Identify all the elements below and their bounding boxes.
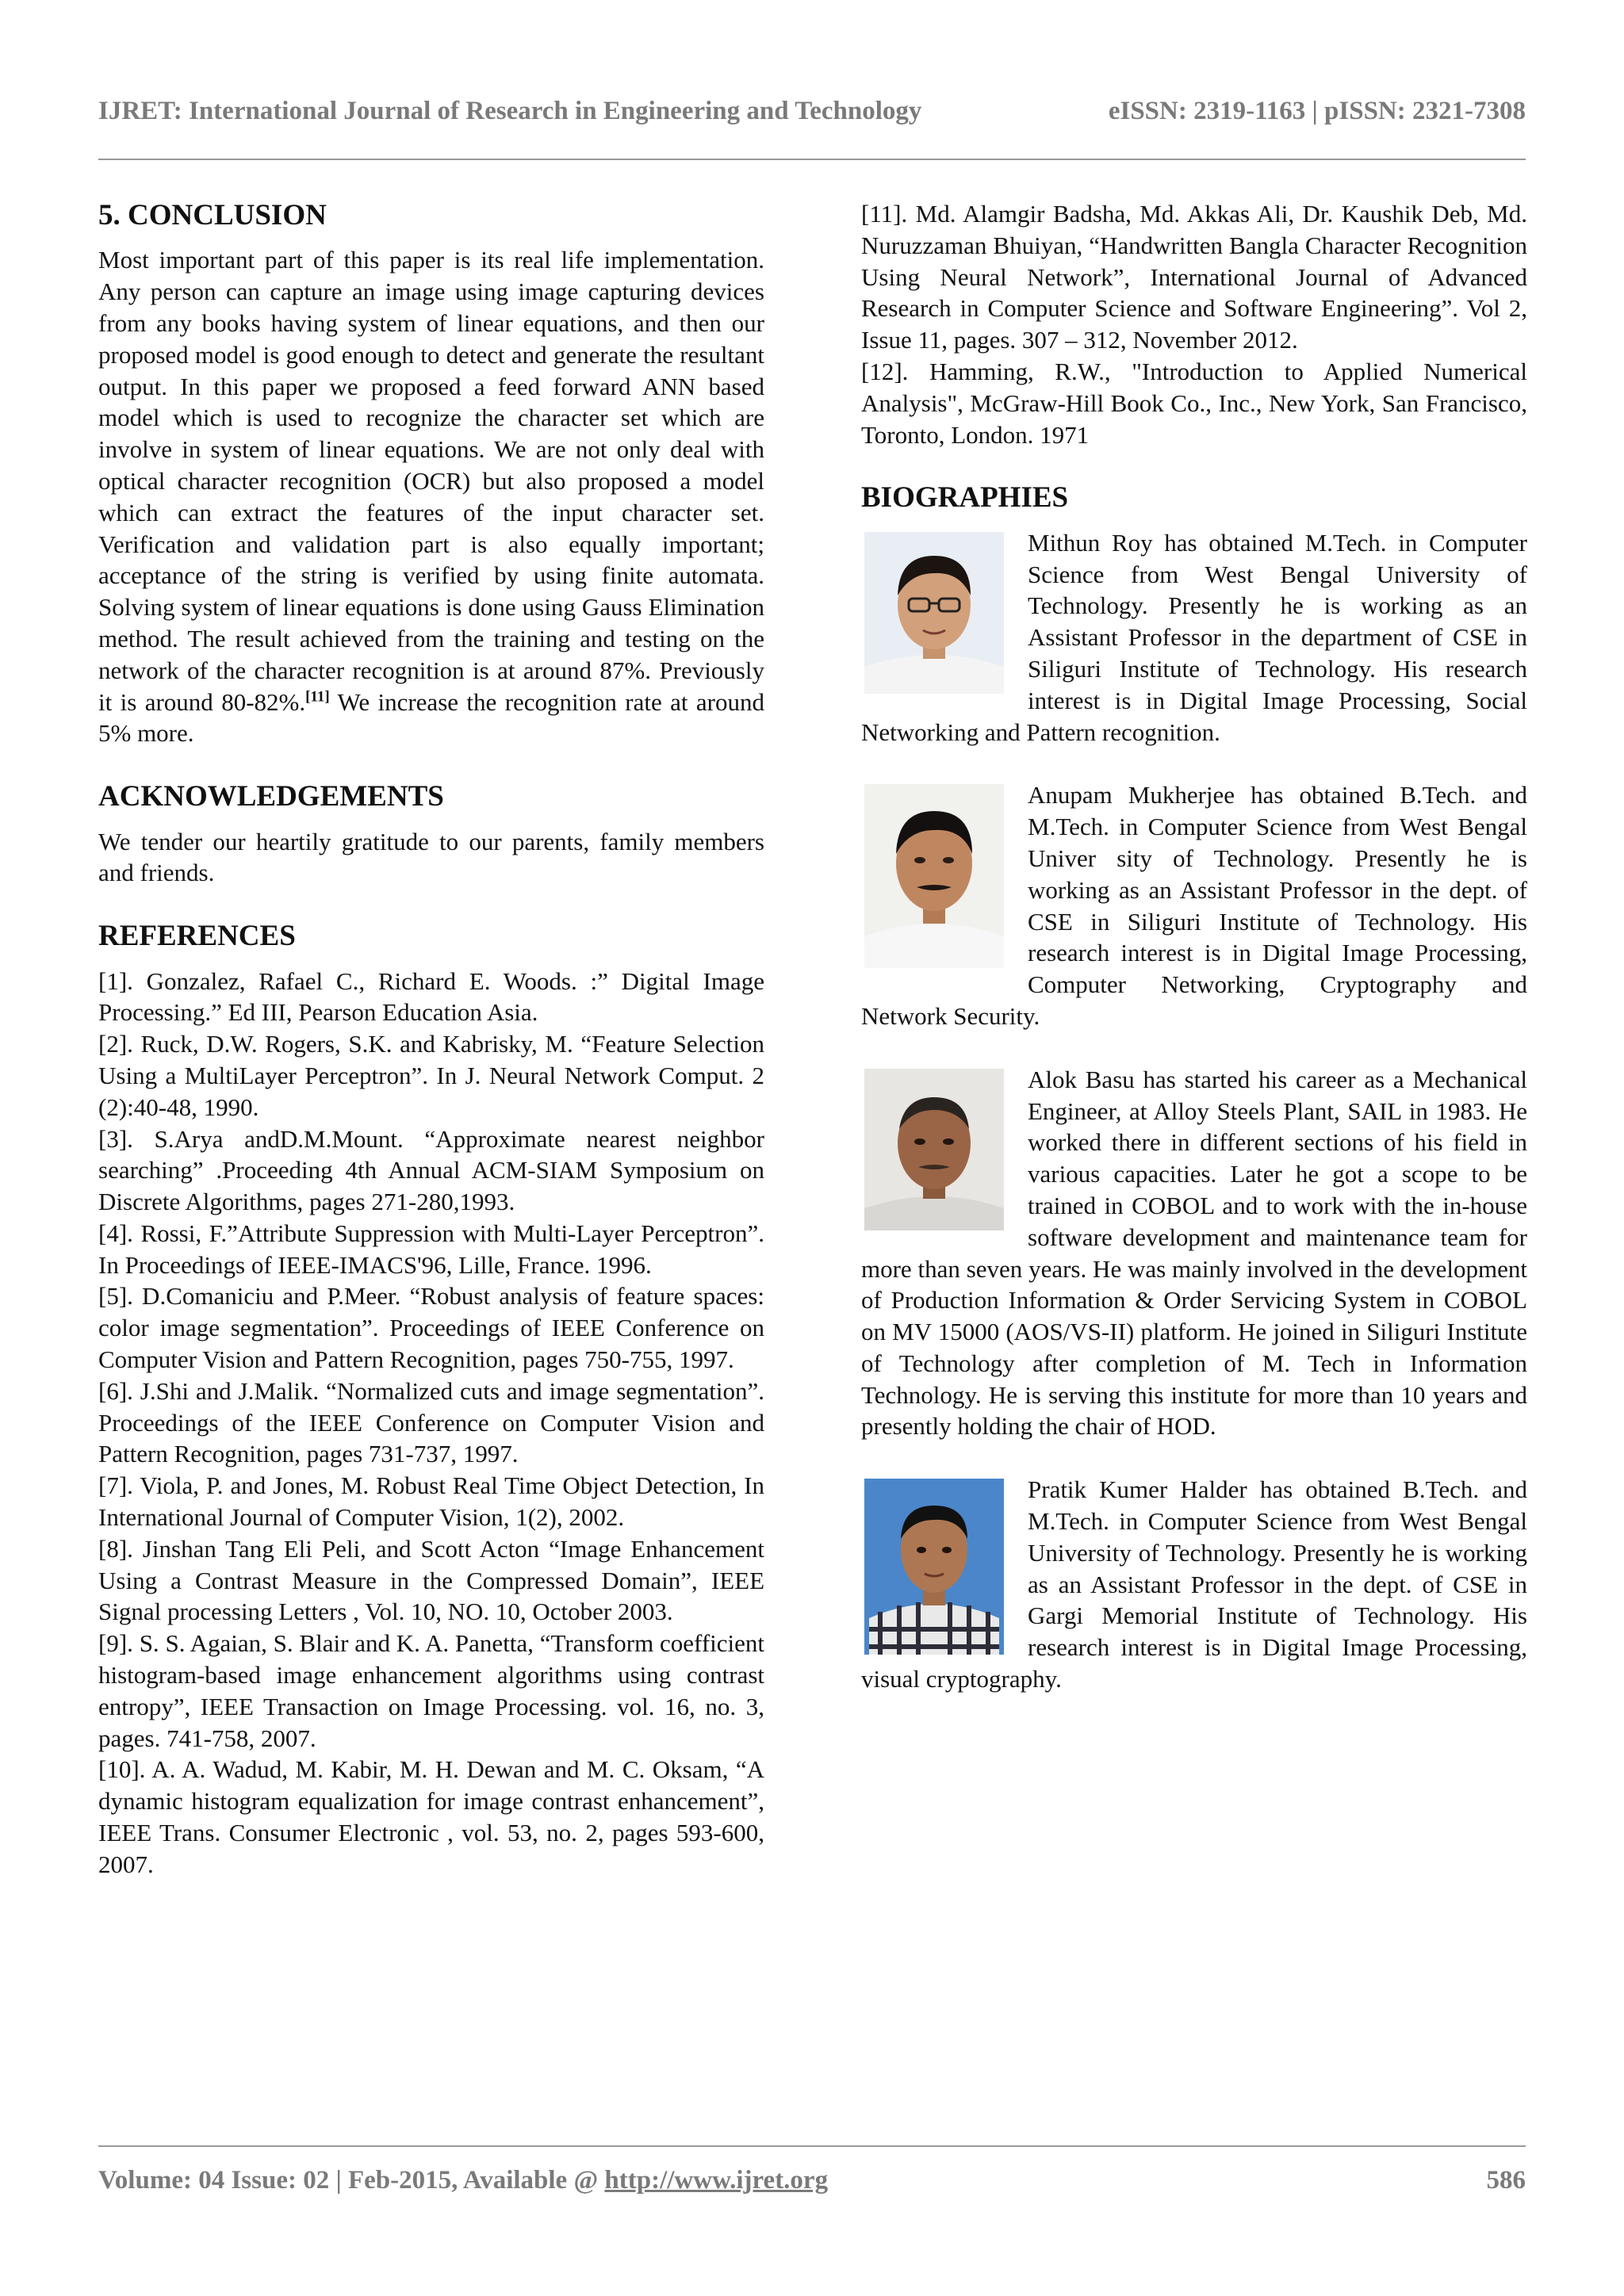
citation-marker: [11] — [305, 688, 330, 706]
reference-item: [4]. Rossi, F.”Attribute Suppression with Multi-Layer Perceptron”. In Proceedings of IEEE-IMACS'96, Lille, France. 1996. — [98, 1219, 764, 1279]
references-section — [98, 919, 764, 1881]
author-photo — [864, 784, 1004, 968]
conclusion-heading: 5. CONCLUSION — [98, 199, 327, 232]
reference-item: [10]. A. A. Wadud, M. Kabir, M. H. Dewan and M. C. Oksam, “A dynamic histogram equalization for image contrast enhancement”, IEEE Trans. Consumer Electronic , vol. 53, no. 2, pages 593-600, 2007. — [98, 1755, 764, 1878]
reference-item: [8]. Jinshan Tang Eli Peli, and Scott Acton “Image Enhancement Using a Contrast Measure in the Compressed Domain”, IEEE Signal processing Letters , Vol. 10, NO. 10, October 2003. — [98, 1534, 764, 1626]
running-footer — [98, 2166, 1526, 2195]
biography-text: Anupam Mukherjee has obtained B.Tech. and M.Tech. in Computer Science from West Bengal Univer sity of Technology. Presently he is working as an Assistant Professor in the dept. of CSE in Siliguri Institute of Technology. His research interest is in Digital Image Processing, Computer Networking, Cryptography and Network Security. — [861, 781, 1527, 1030]
footer-rule — [98, 2145, 1526, 2147]
acknowledgements-heading: ACKNOWLEDGEMENTS — [98, 780, 444, 813]
author-photo — [864, 532, 1004, 694]
biographies-section — [861, 480, 1527, 1694]
journal-title: IJRET: International Journal of Research in Engineering and Technology — [98, 97, 922, 125]
reference-item: [5]. D.Comaniciu and P.Meer. “Robust analysis of feature spaces: color image segmentation”. Proceedings of IEEE Conference on Computer Vision and Pattern Recognition, pages 750-755, 1997. — [98, 1282, 764, 1374]
footer-volume-info — [98, 2166, 828, 2195]
acknowledgements-text: We tender our heartily gratitude to our parents, family members and friends. — [98, 827, 764, 887]
reference-item: [11]. Md. Alamgir Badsha, Md. Akkas Ali, Dr. Kaushik Deb, Md. Nuruzzaman Bhuiyan, “Handwritten Bangla Character Recognition Using Neural Network”, International Journal of Advanced Research in Computer Science and Software Engineering”. Vol 2, Issue 11, pages. 307 – 312, November 2012. — [861, 200, 1527, 354]
reference-item: [6]. J.Shi and J.Malik. “Normalized cuts and image segmentation”. Proceedings of the IEEE Conference on Computer Vision and Pattern Recognition, pages 731-737, 1997. — [98, 1376, 764, 1468]
reference-item: [3]. S.Arya andD.M.Mount. “Approximate nearest neighbor searching” .Proceeding 4th Annual ACM-SIAM Symposium on Discrete Algorithms, pages 271-280,1993. — [98, 1124, 764, 1216]
reference-item: [2]. Ruck, D.W. Rogers, S.K. and Kabrisky, M. “Feature Selection Using a MultiLayer Perceptron”. In J. Neural Network Comput. 2 (2):40-48, 1990. — [98, 1030, 764, 1121]
conclusion-text-part: Most important part of this paper is its real life implementation. Any person can capture an image using image capturing devices from any books having system of linear equations, and then our proposed model is good enough to detect and generate the resultant output. In this paper we proposed a feed forward ANN based model which is used to recognize the character set which are involve in system of linear equations. We are not only deal with optical character recognition (OCR) but also proposed a model which can extract the features of the input character set. Verification and validation part is also equally important; acceptance of the string is verified by using finite automata. Solving system of linear equations is done using Gauss Elimination method. The result achieved from the training and testing on the network of the character recognition is at around 87%. Previously it is around 80-82%. — [98, 246, 764, 716]
biography-entry — [861, 1064, 1527, 1443]
header-rule — [98, 159, 1526, 160]
reference-item: [7]. Viola, P. and Jones, M. Robust Real Time Object Detection, In International Journal of Computer Vision, 1(2), 2002. — [98, 1471, 764, 1532]
references-heading: REFERENCES — [98, 920, 296, 953]
biography-entry — [861, 1474, 1527, 1695]
biography-text: Pratik Kumer Halder has obtained B.Tech. and M.Tech. in Computer Science from West Bengal University of Technology. Presently he is working as an Assistant Professor in the dept. of CSE in Gargi Memorial Institute of Technology. His research interest is in Digital Image Processing, visual cryptography. — [861, 1475, 1527, 1693]
biography-text: Mithun Roy has obtained M.Tech. in Computer Science from West Bengal University of Technology. Presently he is working as an Assistant Professor in the department of CSE in Siliguri Institute of Technology. His research interest is in Digital Image Processing, Social Networking and Pattern recognition. — [861, 528, 1527, 746]
author-photo — [864, 1479, 1004, 1655]
reference-item: [1]. Gonzalez, Rafael C., Richard E. Woods. :” Digital Image Processing.” Ed III, Pearson Education Asia. — [98, 966, 764, 1027]
biographies-heading: BIOGRAPHIES — [861, 481, 1069, 515]
reference-item: [12]. Hamming, R.W., "Introduction to Applied Numerical Analysis", McGraw-Hill Book Co., Inc., New York, San Francisco, Toronto, London. 1971 — [861, 357, 1527, 449]
conclusion-text-part: We increase the recognition rate at around 5% more. — [98, 687, 764, 748]
footer-volume-text: Volume: 04 Issue: 02 | Feb-2015, Available @ — [98, 2166, 599, 2195]
left-column — [98, 198, 764, 1881]
page-number: 586 — [1486, 2166, 1526, 2195]
biography-text: Alok Basu has started his career as a Mechanical Engineer, at Alloy Steels Plant, SAIL in 1983. He worked there in different sections of his field in various capacities. Later he got a scope to be trained in COBOL and to work with the in-house software development and maintenance team for more than seven years. He was mainly involved in the development of Production Information & Order Servicing System in COBOL on MV 15000 (AOS/VS-II) platform. He joined in Siliguri Institute of Technology after completion of M. Tech in Information Technology. He is serving this institute for more than 10 years and presently holding the chair of HOD. — [861, 1065, 1527, 1441]
conclusion-text — [98, 244, 764, 749]
biography-entry — [861, 527, 1527, 748]
right-column — [861, 198, 1527, 1727]
running-header — [98, 97, 1526, 126]
journal-link[interactable]: http://www.ijret.org — [604, 2166, 829, 2195]
conclusion-section — [98, 198, 764, 749]
author-photo — [864, 1069, 1004, 1230]
reference-item: [9]. S. S. Agaian, S. Blair and K. A. Panetta, “Transform coefficient histogram-based image enhancement algorithms using contrast entropy”, IEEE Transaction on Image Processing. vol. 16, no. 3, pages. 741-758, 2007. — [98, 1629, 764, 1752]
biography-entry — [861, 779, 1527, 1031]
issn-info: eISSN: 2319-1163 | pISSN: 2321-7308 — [1108, 97, 1526, 125]
acknowledgements-section — [98, 779, 764, 889]
